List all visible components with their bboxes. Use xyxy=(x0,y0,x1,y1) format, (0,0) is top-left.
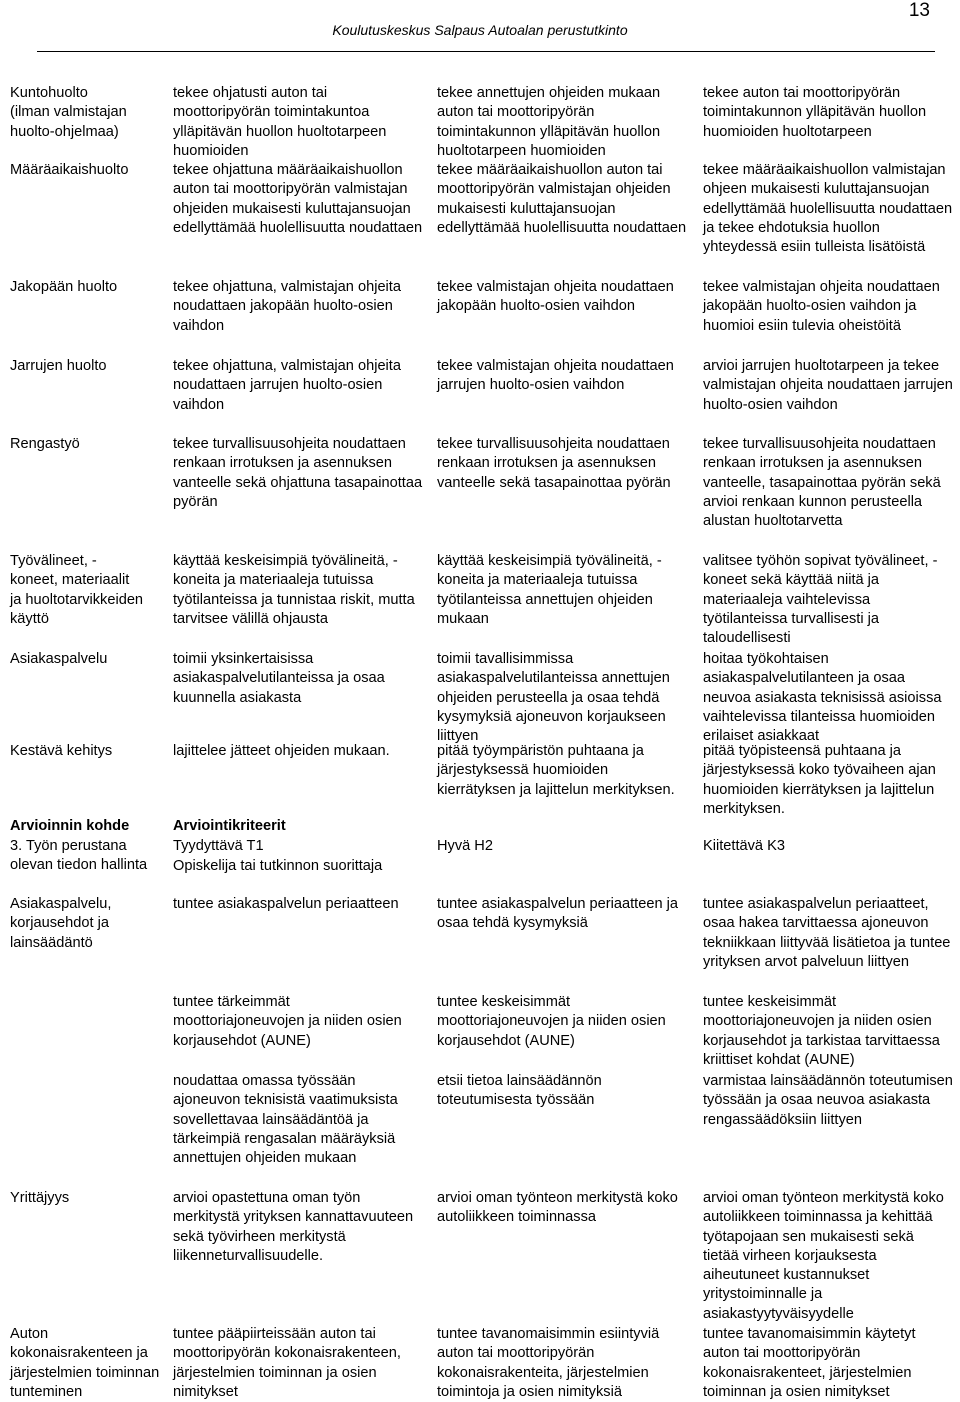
criterion-h2: tekee määräaikaishuollon auton tai moottoripyörän valmistajan ohjeiden mukaisesti kuluttajansuojan edellyttämää huolellisuutta noudattaen xyxy=(437,162,687,236)
criterion-k3: tuntee keskeisimmät moottoriajoneuvojen ja niiden osien korjausehdot ja tarkistaa tarvittaessa kriittiset kohdat (AUNE) xyxy=(703,994,940,1068)
criterion-h2: tuntee tavanomaisimmin esiintyviä auton tai moottoripyörän kokonaisrakenteita, järjestelmien toimintoja ja osien nimityksiä xyxy=(437,1326,660,1400)
criterion-t1: tekee ohjattuna määräaikaishuollon auton tai moottoripyörän valmistajan ohjeiden mukaisesti kuluttajansuojan edellyttämää huolellisuutta noudattaen xyxy=(173,162,423,236)
criterion-t1: käyttää keskeisimpiä työvälineitä, -koneita ja materiaaleja tutuissa työtilanteissa ja tunnistaa riskit, mutta tarvitsee välillä ohjausta xyxy=(173,553,415,627)
row-label: Jarrujen huolto xyxy=(10,358,107,374)
criterion-k3: tekee valmistajan ohjeita noudattaen jakopään huolto-osien vaihdon ja huomioi esiin tulevia oheistöitä xyxy=(703,279,940,334)
grade-t1-header: Tyydyttävä T1 xyxy=(173,838,264,854)
criterion-t1: tekee ohjatusti auton tai moottoripyörän toimintakuntoa ylläpitävän huollon huoltotarpeen huomioiden xyxy=(173,85,387,159)
column-header-target: Arvioinnin kohde xyxy=(10,818,130,834)
subheading: Opiskelija tai tutkinnon suorittaja xyxy=(173,858,383,874)
row-label: Määräaikaishuolto xyxy=(10,162,129,178)
grade-k3-header: Kiitettävä K3 xyxy=(703,838,785,854)
group-label: Auton kokonaisrakenteen ja järjestelmien toiminnan tunteminen xyxy=(10,1326,160,1400)
criterion-h2: tekee valmistajan ohjeita noudattaen jarrujen huolto-osien vaihdon xyxy=(437,358,674,394)
criterion-k3: valitsee työhön sopivat työvälineet, -koneet sekä käyttää niitä ja materiaaleja vaihtelevissa työtilanteissa turvallisesti ja taloudellisesti xyxy=(703,553,938,647)
grade-h2-header: Hyvä H2 xyxy=(437,838,493,854)
header-rule xyxy=(37,51,935,52)
row-label: Työvälineet, - koneet, materiaalit ja huoltotarvikkeiden käyttö xyxy=(10,553,144,627)
page-number: 13 xyxy=(908,0,930,21)
criterion-k3: arvioi jarrujen huoltotarpeen ja tekee valmistajan ohjeita noudattaen jarrujen huolto-osien vaihdon xyxy=(703,358,953,413)
criterion-t1: arvioi opastettuna oman työn merkitystä yrityksen kannattavuuteen sekä työvirheen merkitystä liikenneturvallisuudelle. xyxy=(173,1190,414,1264)
criterion-h2: pitää työympäristön puhtaana ja järjestyksessä huomioiden kierrätyksen ja lajittelun merkityksen. xyxy=(437,743,675,798)
criterion-t1: tekee ohjattuna, valmistajan ohjeita noudattaen jakopään huolto-osien vaihdon xyxy=(173,279,401,334)
criterion-t1: toimii yksinkertaisissa asiakaspalvelutilanteissa ja osaa kuunnella asiakasta xyxy=(173,651,385,706)
criterion-t1: tuntee pääpiirteissään auton tai moottoripyörän kokonaisrakenteen, järjestelmien toiminnan ja osien nimitykset xyxy=(173,1326,401,1400)
criterion-t1: tekee ohjattuna, valmistajan ohjeita noudattaen jarrujen huolto-osien vaihdon xyxy=(173,358,401,413)
criterion-k3: tekee määräaikaishuollon valmistajan ohjeen mukaisesti kuluttajansuojan edellyttämää huolellisuutta noudattaen ja tekee ehdotuksia huollon yhteydessä esiin tulleista lisätöistä xyxy=(703,162,953,256)
criterion-k3: tekee turvallisuusohjeita noudattaen renkaan irrotuksen ja asennuksen vanteelle, tasapainottaa pyörän sekä arvioi renkaan kunnon perusteella alustan huoltotarvetta xyxy=(703,436,941,530)
group-label: Asiakaspalvelu, korjausehdot ja lainsäädäntö xyxy=(10,896,112,951)
row-label: Asiakaspalvelu xyxy=(10,651,108,667)
criterion-k3: arvioi oman työnteon merkitystä koko autoliikkeen toiminnassa ja kehittää työtapojaan sen mukaisesti sekä tietää virheen korjauksesta aiheutuneet kustannukset yritystoiminnalle ja asiakastyytyväisyydelle xyxy=(703,1190,944,1322)
criterion-h2: käyttää keskeisimpiä työvälineitä, -koneita ja materiaaleja tutuissa työtilanteissa annettujen ohjeiden mukaan xyxy=(437,553,662,627)
criterion-h2: tekee annettujen ohjeiden mukaan auton tai moottoripyörän toimintakunnon ylläpitävän huollon huoltotarpeen huomioiden xyxy=(437,85,661,159)
column-header-criteria: Arviointikriteerit xyxy=(173,818,286,834)
criterion-h2: etsii tietoa lainsäädännön toteutumisesta työssään xyxy=(437,1073,602,1109)
criterion-k3: varmistaa lainsäädännön toteutumisen työssään ja osaa neuvoa asiakasta rengassäädöksiin liittyen xyxy=(703,1073,953,1128)
row-label: Jakopään huolto xyxy=(10,279,118,295)
group-label: Yrittäjyys xyxy=(10,1190,70,1206)
row-label: Kuntohuolto (ilman valmistajan huolto-ohjelmaa) xyxy=(10,85,127,140)
row-label: Kestävä kehitys xyxy=(10,743,113,759)
criterion-k3: tekee auton tai moottoripyörän toimintakunnon ylläpitävän huollon huomioiden huoltotarpeen xyxy=(703,85,927,140)
subject-heading: 3. Työn perustana olevan tiedon hallinta xyxy=(10,838,148,874)
criterion-h2: tekee valmistajan ohjeita noudattaen jakopään huolto-osien vaihdon xyxy=(437,279,674,315)
criterion-k3: hoitaa työkohtaisen asiakaspalvelutilanteen ja osaa neuvoa asiakasta teknisissä asioissa vaihtelevissa tilanteissa huomioiden erilaiset asiakkaat xyxy=(703,651,942,745)
criterion-t1: lajittelee jätteet ohjeiden mukaan. xyxy=(173,743,390,759)
criterion-t1: tuntee tärkeimmät moottoriajoneuvojen ja niiden osien korjausehdot (AUNE) xyxy=(173,994,402,1049)
criterion-h2: toimii tavallisimmissa asiakaspalvelutilanteissa annettujen ohjeiden perusteella ja osaa tehdä kysymyksiä ajoneuvon korjaukseen liittyen xyxy=(437,651,670,745)
criterion-t1: noudattaa omassa työssään ajoneuvon teknisistä vaatimuksista sovellettavaa lainsäädäntöä ja tärkeimpiä rengasalan määräyksiä annettujen ohjeiden mukaan xyxy=(173,1073,398,1167)
row-label: Rengastyö xyxy=(10,436,80,452)
criterion-k3: tuntee asiakaspalvelun periaatteet, osaa hakea tarvittaessa ajoneuvon tekniikkaan liittyvää lisätietoa ja tuntee yrityksen arvot palveluun liittyen xyxy=(703,896,951,970)
criterion-t1: tuntee asiakaspalvelun periaatteen xyxy=(173,896,399,912)
criterion-h2: tuntee asiakaspalvelun periaatteen ja osaa tehdä kysymyksiä xyxy=(437,896,678,932)
running-title: Koulutuskeskus Salpaus Autoalan perustutkinto xyxy=(332,22,628,38)
criterion-h2: tekee turvallisuusohjeita noudattaen renkaan irrotuksen ja asennuksen vanteelle sekä tasapainottaa pyörän xyxy=(437,436,671,491)
criterion-k3: pitää työpisteensä puhtaana ja järjestyksessä koko työvaiheen ajan huomioiden kierrätyksen ja lajittelun merkityksen. xyxy=(703,743,936,817)
criterion-t1: tekee turvallisuusohjeita noudattaen renkaan irrotuksen ja asennuksen vanteelle sekä ohjattuna tasapainottaa pyörän xyxy=(173,436,423,510)
criterion-h2: arvioi oman työnteon merkitystä koko autoliikkeen toiminnassa xyxy=(437,1190,678,1226)
criterion-h2: tuntee keskeisimmät moottoriajoneuvojen ja niiden osien korjausehdot (AUNE) xyxy=(437,994,666,1049)
criterion-k3: tuntee tavanomaisimmin käytetyt auton tai moottoripyörän kokonaisrakenteet, järjestelmien toiminnan ja osien nimitykset xyxy=(703,1326,916,1400)
